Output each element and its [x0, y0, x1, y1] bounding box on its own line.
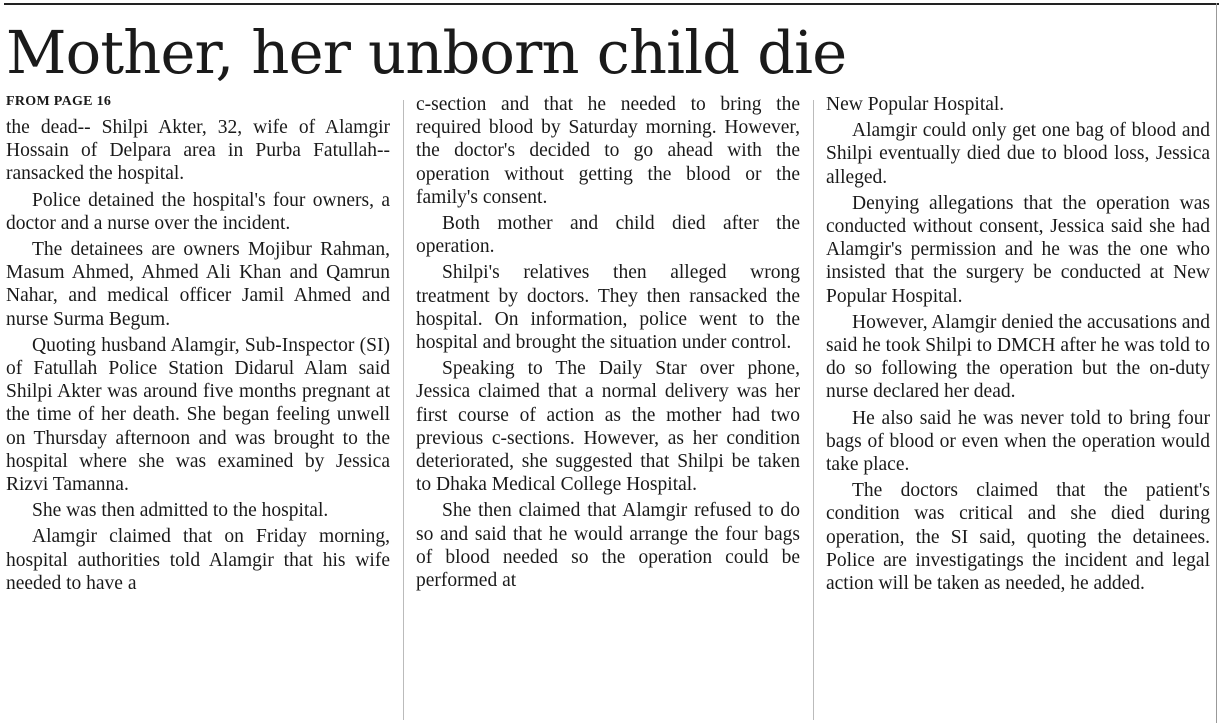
paragraph: Alamgir claimed that on Friday morning, hospital authorities told Alamgir that his wife needed to have a: [6, 526, 390, 594]
paragraph: Denying allegations that the operation was conducted without consent, Jessica said she had Alamgir's permission and he was the one who insisted that the surgery be conducted at New Popular Hospital.: [826, 192, 1210, 307]
paragraph: Shilpi's relatives then alleged wrong treatment by doctors. They then ransacked the hospital. On information, police went to the hospital and brought the situation under control.: [416, 262, 800, 354]
article-column-1: [6, 116, 390, 598]
paragraph: c-section and that he needed to bring the required blood by Saturday morning. However, the doctor's decided to go ahead with the operation without getting the blood or the family's consent.: [416, 94, 800, 208]
paragraph: The detainees are owners Mojibur Rahman, Masum Ahmed, Ahmed Ali Khan and Qamrun Nahar, and medical officer Jamil Ahmed and nurse Surma Begum.: [6, 239, 390, 330]
top-rule: [4, 3, 1219, 5]
paragraph: New Popular Hospital.: [826, 94, 1005, 115]
column-divider: [813, 100, 814, 720]
paragraph: Alamgir could only get one bag of blood and Shilpi eventually died due to blood loss, Jessica alleged.: [826, 120, 1210, 188]
paragraph: She was then admitted to the hospital.: [32, 500, 329, 522]
continued-from-kicker: FROM PAGE 16: [6, 94, 112, 109]
paragraph: the dead-- Shilpi Akter, 32, wife of Alamgir Hossain of Delpara area in Purba Fatullah-- ransacked the hospital.: [6, 117, 390, 185]
article-column-3: [826, 93, 1210, 598]
paragraph: Quoting husband Alamgir, Sub-Inspector (SI) of Fatullah Police Station Didarul Alam said Shilpi Akter was around five months pregnant at the time of her death. She began feeling unwell on Thursday afternoon and was brought to the hospital where she was examined by Jessica Rizvi Tamanna.: [6, 334, 390, 496]
paragraph: The doctors claimed that the patient's condition was critical and she died during operation, the SI said, quoting the detainees. Police are investigatings the incident and legal action will be taken as needed, he added.: [826, 480, 1210, 595]
page-edge: [1216, 3, 1217, 723]
paragraph: However, Alamgir denied the accusations and said he took Shilpi to DMCH after he was told to do so following the operation but the on-duty nurse declared her dead.: [826, 311, 1210, 403]
paragraph: Speaking to The Daily Star over phone, Jessica claimed that a normal delivery was her first course of action as the mother had two previous c-sections. However, as her condition deteriorated, she suggested that Shilpi be taken to Dhaka Medical College Hospital.: [416, 358, 800, 496]
paragraph: He also said he was never told to bring four bags of blood or even when the operation would take place.: [826, 407, 1210, 476]
article-column-2: [416, 93, 800, 595]
paragraph: Both mother and child died after the operation.: [416, 213, 800, 258]
paragraph: Police detained the hospital's four owners, a doctor and a nurse over the incident.: [6, 189, 390, 234]
column-divider: [403, 100, 404, 720]
headline: Mother, her unborn child die: [6, 18, 847, 87]
paragraph: She then claimed that Alamgir refused to do so and said that he would arrange the four bags of blood needed so the operation could be performed at: [416, 500, 800, 592]
